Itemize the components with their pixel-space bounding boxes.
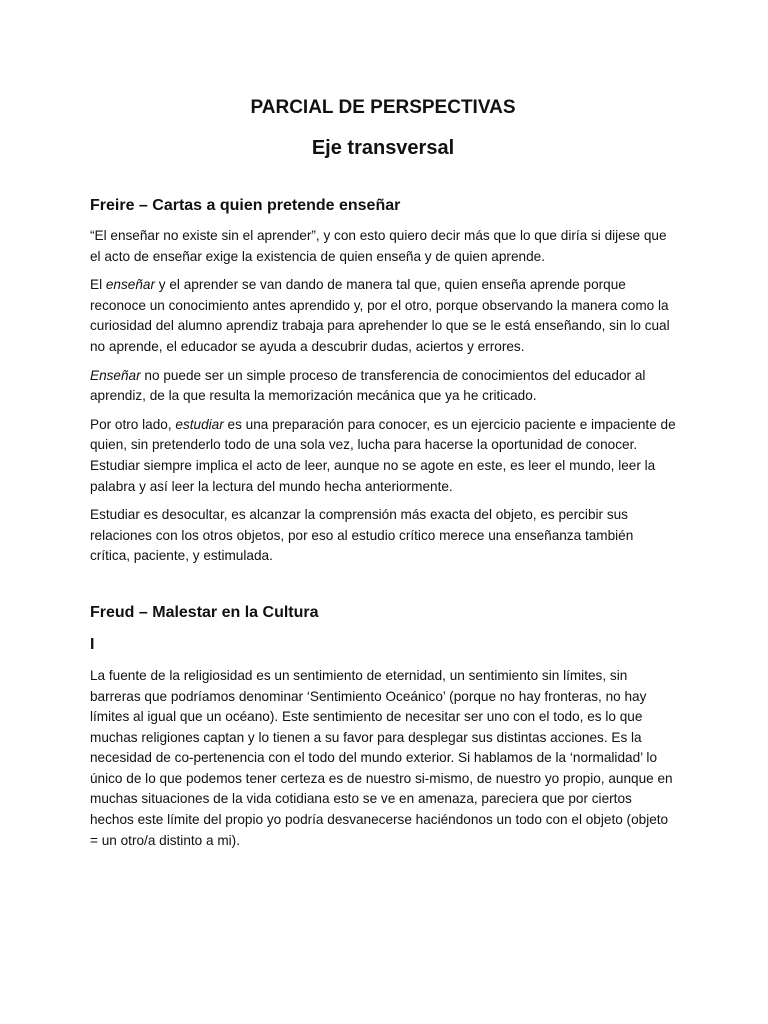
- emphasis-text: estudiar: [175, 416, 224, 432]
- section-heading-freire: Freire – Cartas a quien pretende enseñar: [90, 197, 401, 214]
- document-page: [90, 96, 676, 851]
- emphasis-text: enseñar: [105, 277, 155, 293]
- paragraph: [90, 366, 676, 407]
- paragraph-text: Por otro lado,: [90, 416, 176, 432]
- paragraph-text: y el aprender se van dando de manera tal que, quien enseña aprende porque reconoce un conocimiento antes aprendido y, por el otro, porque observando la manera como la curiosidad del alumno aprendiz trabaja para aprehender lo que se le está enseñando, sin lo cual no aprende, el educador se ayuda a descubrir dudas, aciertos y errores.: [90, 277, 670, 354]
- emphasis-text: Enseñar: [90, 367, 141, 383]
- paragraph: [90, 275, 676, 357]
- paragraph: [90, 415, 676, 497]
- paragraph: La fuente de la religiosidad es un sentimiento de eternidad, un sentimiento sin límites, sin barreras que podríamos denominar ‘Sentimiento Oceánico’ (porque no hay fronteras, no hay límites al igual que un océano). Este sentimiento de necesitar ser uno con el todo, es lo que muchas religiones captan y lo tienen a su favor para desplegar sus distintas acciones. Es la necesidad de co-pertenencia con el todo del mundo exterior. Si hablamos de la ‘normalidad’ lo único de lo que podemos tener certeza es de nuestro si-mismo, de nuestro yo propio, aunque en muchas situaciones de la vida cotidiana esto se ve en amenaza, pareciera que por ciertos hechos este límite del propio yo podría desvanecerse haciéndonos un todo con el objeto (objeto = un otro/a distinto a mi).: [90, 667, 673, 848]
- document-subtitle: Eje transversal: [311, 137, 455, 159]
- paragraph-text: es una preparación para conocer, es un ejercicio paciente e impaciente de quien, sin pretenderlo todo de una sola vez, lucha para hacerse la oportunidad de conocer. Estudiar siempre implica el acto de leer, aunque no se agote en este, es leer el mundo, leer la palabra y así leer la lectura del mundo hecha anteriormente.: [90, 416, 676, 494]
- section-heading-freud: Freud – Malestar en la Cultura: [90, 603, 319, 621]
- paragraph-text: no puede ser un simple proceso de transferencia de conocimientos del educador al aprendiz, de la que resulta la memorización mecánica que ya he criticado.: [90, 367, 646, 404]
- paragraph: “El enseñar no existe sin el aprender”, y con esto quiero decir más que lo que diría si dijese que el acto de enseñar exige la existencia de quien enseña y de quien aprende.: [90, 228, 667, 264]
- paragraph: Estudiar es desocultar, es alcanzar la comprensión más exacta del objeto, es percibir sus relaciones con los otros objetos, por eso al estudio crítico merece una enseñanza también crítica, paciente, y estimulada.: [90, 507, 634, 564]
- document-title: PARCIAL DE PERSPECTIVAS: [250, 97, 516, 118]
- roman-numeral-heading: I: [90, 635, 95, 653]
- paragraph-text: El: [90, 277, 106, 293]
